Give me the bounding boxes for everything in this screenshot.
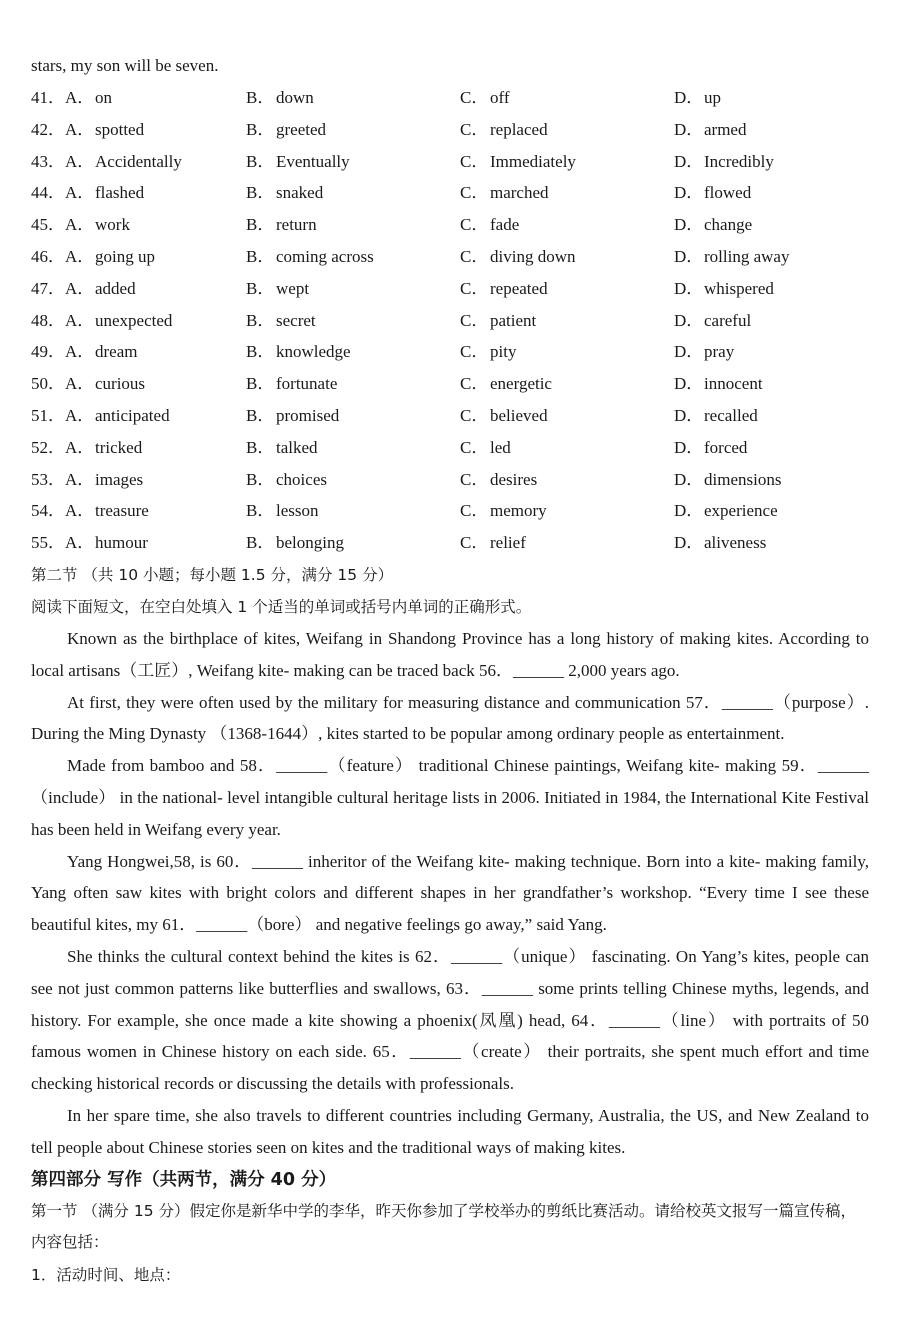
option-letter: C． bbox=[460, 469, 489, 489]
option-letter: D． bbox=[674, 342, 704, 362]
option-text: wept bbox=[276, 278, 310, 298]
option-d bbox=[674, 273, 774, 305]
option-letter: A． bbox=[65, 151, 95, 171]
option-letter: C． bbox=[460, 88, 489, 107]
option-b bbox=[246, 368, 337, 400]
option-b bbox=[246, 527, 344, 559]
option-letter: A． bbox=[65, 88, 95, 107]
paragraph-3: Made from bamboo and 58．______（feature） traditional Chinese paintings, Weifang kite- making 59．______（include） in the national- level intangible cultural heritage lists in 2006. Initiated in 1984, the International Kite Festival has been held in Weifang every year. bbox=[31, 756, 869, 839]
option-letter: A． bbox=[65, 405, 95, 425]
option-c bbox=[460, 464, 537, 496]
paragraph-6: In her spare time, she also travels to different countries including Germany, Australia, the US, and New Zealand to tell people about Chinese stories seen on kites and the traditional ways of making kites. bbox=[31, 1105, 869, 1157]
option-letter: B． bbox=[246, 215, 275, 235]
option-text: snaked bbox=[276, 183, 324, 203]
option-text: unexpected bbox=[95, 310, 173, 330]
option-letter: B． bbox=[246, 342, 275, 362]
option-letter: D． bbox=[674, 278, 704, 298]
option-text: fade bbox=[490, 215, 520, 235]
question-number: 41． bbox=[31, 88, 65, 107]
option-text: secret bbox=[276, 310, 316, 330]
question-number: 53． bbox=[31, 469, 65, 489]
option-text: replaced bbox=[490, 119, 548, 139]
option-text: innocent bbox=[704, 374, 763, 394]
option-text: down bbox=[276, 88, 314, 107]
option-text: experience bbox=[704, 501, 778, 521]
option-text: repeated bbox=[490, 278, 548, 298]
section2-instruction: 阅读下面短文，在空白处填入 1 个适当的单词或括号内单词的正确形式。 bbox=[31, 597, 532, 616]
option-a bbox=[31, 400, 170, 432]
option-letter: A． bbox=[65, 437, 95, 457]
option-text: humour bbox=[95, 533, 148, 553]
option-letter: D． bbox=[674, 310, 704, 330]
option-b bbox=[246, 241, 374, 273]
option-text: up bbox=[704, 88, 721, 107]
option-letter: B． bbox=[246, 533, 275, 553]
option-letter: A． bbox=[65, 119, 95, 139]
option-b bbox=[246, 209, 317, 241]
option-letter: C． bbox=[460, 119, 489, 139]
option-text: forced bbox=[704, 437, 748, 457]
writing-task: 第一节 （满分 15 分）假定你是新华中学的李华，昨天你参加了学校举办的剪纸比赛活动。请给校英文报写一篇宣传稿，内容包括： bbox=[31, 1201, 857, 1252]
option-text: work bbox=[95, 215, 130, 235]
option-text: images bbox=[95, 469, 144, 489]
option-letter: B． bbox=[246, 183, 275, 203]
option-text: choices bbox=[276, 469, 327, 489]
option-a bbox=[31, 209, 130, 241]
part4-heading: 第四部分 写作（共两节，满分 40 分） bbox=[31, 1169, 337, 1190]
option-letter: D． bbox=[674, 533, 704, 553]
option-a bbox=[31, 177, 144, 209]
option-letter: B． bbox=[246, 469, 275, 489]
paragraph-4: Yang Hongwei,58, is 60．______ inheritor of the Weifang kite- making technique. Born into a kite- making family, Yang often saw kites with bright colors and different shapes in her grandfather’s workshop. “Every time I see these beautiful kites, my 61．______（bore） and negative feelings go away,” said Yang. bbox=[31, 851, 869, 935]
option-a bbox=[31, 527, 148, 559]
option-text: patient bbox=[490, 310, 537, 330]
option-d bbox=[674, 495, 778, 527]
option-letter: C． bbox=[460, 342, 489, 362]
option-letter: A． bbox=[65, 278, 95, 298]
option-letter: D． bbox=[674, 246, 704, 266]
exam-page bbox=[31, 50, 869, 1291]
option-b bbox=[246, 432, 318, 464]
option-d bbox=[674, 82, 721, 114]
question-row bbox=[31, 336, 869, 368]
option-text: memory bbox=[490, 501, 547, 521]
option-letter: B． bbox=[246, 437, 275, 457]
option-text: off bbox=[490, 88, 510, 107]
question-number: 44． bbox=[31, 183, 65, 203]
option-text: armed bbox=[704, 119, 747, 139]
option-text: belonging bbox=[276, 533, 344, 553]
option-b bbox=[246, 336, 351, 368]
option-c bbox=[460, 368, 552, 400]
option-text: Accidentally bbox=[95, 151, 182, 171]
option-letter: A． bbox=[65, 533, 95, 553]
option-letter: B． bbox=[246, 374, 275, 394]
option-a bbox=[31, 432, 142, 464]
question-row bbox=[31, 146, 869, 178]
option-c bbox=[460, 209, 519, 241]
option-b bbox=[246, 114, 326, 146]
option-text: Immediately bbox=[490, 151, 576, 171]
option-letter: C． bbox=[460, 405, 489, 425]
question-number: 49． bbox=[31, 342, 65, 362]
option-letter: C． bbox=[460, 374, 489, 394]
option-d bbox=[674, 527, 766, 559]
question-number: 51． bbox=[31, 405, 65, 425]
question-row bbox=[31, 495, 869, 527]
option-text: promised bbox=[276, 405, 340, 425]
option-a bbox=[31, 495, 149, 527]
option-b bbox=[246, 273, 309, 305]
option-letter: D． bbox=[674, 501, 704, 521]
option-d bbox=[674, 400, 758, 432]
option-text: curious bbox=[95, 374, 146, 394]
option-letter: D． bbox=[674, 215, 704, 235]
option-text: return bbox=[276, 215, 317, 235]
option-text: marched bbox=[490, 183, 549, 203]
option-text: greeted bbox=[276, 119, 327, 139]
option-text: Incredibly bbox=[704, 151, 774, 171]
question-number: 47． bbox=[31, 278, 65, 298]
writing-point-1: 1．活动时间、地点： bbox=[31, 1266, 181, 1285]
option-letter: A． bbox=[65, 374, 95, 394]
option-letter: C． bbox=[460, 151, 489, 171]
option-letter: D． bbox=[674, 88, 704, 107]
option-a bbox=[31, 146, 182, 178]
option-text: lesson bbox=[276, 501, 319, 521]
option-letter: C． bbox=[460, 533, 489, 553]
option-c bbox=[460, 177, 549, 209]
option-d bbox=[674, 464, 781, 496]
option-letter: C． bbox=[460, 278, 489, 298]
option-c bbox=[460, 82, 510, 114]
option-text: change bbox=[704, 215, 753, 235]
option-text: fortunate bbox=[276, 374, 338, 394]
question-row bbox=[31, 368, 869, 400]
question-row bbox=[31, 464, 869, 496]
question-row bbox=[31, 209, 869, 241]
option-letter: D． bbox=[674, 119, 704, 139]
option-letter: A． bbox=[65, 215, 95, 235]
option-letter: B． bbox=[246, 151, 275, 171]
question-number: 45． bbox=[31, 215, 65, 235]
option-a bbox=[31, 464, 143, 496]
option-letter: C． bbox=[460, 310, 489, 330]
option-d bbox=[674, 368, 763, 400]
question-row bbox=[31, 432, 869, 464]
option-text: dimensions bbox=[704, 469, 782, 489]
option-text: led bbox=[490, 437, 511, 457]
passage bbox=[31, 623, 869, 1164]
question-number: 43． bbox=[31, 151, 65, 171]
option-letter: A． bbox=[65, 183, 95, 203]
option-a bbox=[31, 368, 145, 400]
option-letter: A． bbox=[65, 310, 95, 330]
option-c bbox=[460, 305, 536, 337]
option-a bbox=[31, 305, 172, 337]
option-text: coming across bbox=[276, 246, 374, 266]
option-a bbox=[31, 273, 136, 305]
option-c bbox=[460, 432, 511, 464]
option-letter: A． bbox=[65, 246, 95, 266]
question-number: 52． bbox=[31, 437, 65, 457]
section2-heading: 第二节 （共 10 小题；每小题 1.5 分，满分 15 分） bbox=[31, 565, 394, 584]
option-d bbox=[674, 336, 734, 368]
option-d bbox=[674, 432, 747, 464]
option-letter: D． bbox=[674, 437, 704, 457]
option-c bbox=[460, 241, 575, 273]
option-letter: D． bbox=[674, 405, 704, 425]
option-letter: B． bbox=[246, 310, 275, 330]
question-number: 50． bbox=[31, 374, 65, 394]
option-a bbox=[31, 336, 137, 368]
option-text: recalled bbox=[704, 405, 758, 425]
option-d bbox=[674, 305, 751, 337]
option-letter: B． bbox=[246, 278, 275, 298]
option-text: anticipated bbox=[95, 405, 170, 425]
option-b bbox=[246, 305, 316, 337]
option-text: flashed bbox=[95, 183, 145, 203]
option-a bbox=[31, 82, 112, 114]
question-number: 42． bbox=[31, 119, 65, 139]
option-b bbox=[246, 146, 350, 178]
option-d bbox=[674, 114, 746, 146]
option-text: dream bbox=[95, 342, 138, 362]
question-number: 55． bbox=[31, 533, 65, 553]
option-letter: D． bbox=[674, 469, 704, 489]
option-letter: B． bbox=[246, 405, 275, 425]
question-row bbox=[31, 527, 869, 559]
option-b bbox=[246, 82, 314, 114]
option-text: whispered bbox=[704, 278, 774, 298]
option-letter: A． bbox=[65, 342, 95, 362]
paragraph-2: At first, they were often used by the military for measuring distance and communication 57．______（purpose）. During the Ming Dynasty （1368-1644）, kites started to be popular among ordinary people as entertainment. bbox=[31, 692, 869, 744]
option-text: going up bbox=[95, 246, 155, 266]
option-c bbox=[460, 273, 548, 305]
option-text: talked bbox=[276, 437, 318, 457]
option-letter: B． bbox=[246, 88, 275, 107]
option-text: added bbox=[95, 278, 136, 298]
option-d bbox=[674, 241, 789, 273]
option-letter: A． bbox=[65, 501, 95, 521]
option-text: rolling away bbox=[704, 246, 790, 266]
option-c bbox=[460, 400, 548, 432]
question-number: 46． bbox=[31, 246, 65, 266]
option-letter: D． bbox=[674, 374, 704, 394]
option-text: tricked bbox=[95, 437, 143, 457]
option-d bbox=[674, 177, 751, 209]
option-letter: C． bbox=[460, 437, 489, 457]
option-c bbox=[460, 146, 576, 178]
option-b bbox=[246, 495, 319, 527]
option-text: desires bbox=[490, 469, 538, 489]
option-text: on bbox=[95, 88, 112, 107]
option-text: Eventually bbox=[276, 151, 350, 171]
question-number: 54． bbox=[31, 501, 65, 521]
option-text: believed bbox=[490, 405, 548, 425]
option-text: treasure bbox=[95, 501, 149, 521]
option-b bbox=[246, 464, 327, 496]
question-row bbox=[31, 114, 869, 146]
option-c bbox=[460, 495, 547, 527]
option-letter: B． bbox=[246, 119, 275, 139]
question-row bbox=[31, 400, 869, 432]
option-b bbox=[246, 177, 323, 209]
option-letter: B． bbox=[246, 246, 275, 266]
paragraph-1: Known as the birthplace of kites, Weifang in Shandong Province has a long history of making kites. According to local artisans（工匠）, Weifang kite- making can be traced back 56．______ 2,000 years ago. bbox=[31, 628, 869, 680]
question-number: 48． bbox=[31, 310, 65, 330]
question-row bbox=[31, 241, 869, 273]
option-letter: A． bbox=[65, 469, 95, 489]
option-text: knowledge bbox=[276, 342, 351, 362]
option-letter: C． bbox=[460, 246, 489, 266]
option-letter: D． bbox=[674, 151, 704, 171]
option-text: energetic bbox=[490, 374, 552, 394]
option-a bbox=[31, 114, 144, 146]
option-text: diving down bbox=[490, 246, 576, 266]
option-text: pray bbox=[704, 342, 735, 362]
option-a bbox=[31, 241, 155, 273]
option-text: flowed bbox=[704, 183, 752, 203]
option-letter: C． bbox=[460, 183, 489, 203]
option-text: pity bbox=[490, 342, 517, 362]
option-c bbox=[460, 527, 526, 559]
question-row bbox=[31, 177, 869, 209]
question-list bbox=[31, 82, 869, 559]
paragraph-5: She thinks the cultural context behind the kites is 62．______（unique） fascinating. On Yang’s kites, people can see not just common patterns like butterflies and swallows, 63．______ some prints telling Chinese myths, legends, and history. For example, she once made a kite showing a phoenix(凤凰) head, 64．______（line） with portraits of 50 famous women in Chinese history on each side. 65．______（create） their portraits, she spent much effort and time checking historical records or discussing the details with professionals. bbox=[31, 946, 869, 1094]
question-row bbox=[31, 305, 869, 337]
option-text: careful bbox=[704, 310, 752, 330]
option-letter: C． bbox=[460, 215, 489, 235]
option-letter: B． bbox=[246, 501, 275, 521]
continued-text: stars, my son will be seven. bbox=[31, 56, 219, 75]
option-d bbox=[674, 209, 752, 241]
option-letter: C． bbox=[460, 501, 489, 521]
option-c bbox=[460, 114, 548, 146]
option-text: relief bbox=[490, 533, 526, 553]
option-d bbox=[674, 146, 774, 178]
option-c bbox=[460, 336, 516, 368]
option-b bbox=[246, 400, 339, 432]
question-row bbox=[31, 273, 869, 305]
option-text: aliveness bbox=[704, 533, 767, 553]
question-row bbox=[31, 82, 869, 114]
option-letter: D． bbox=[674, 183, 704, 203]
option-text: spotted bbox=[95, 119, 145, 139]
